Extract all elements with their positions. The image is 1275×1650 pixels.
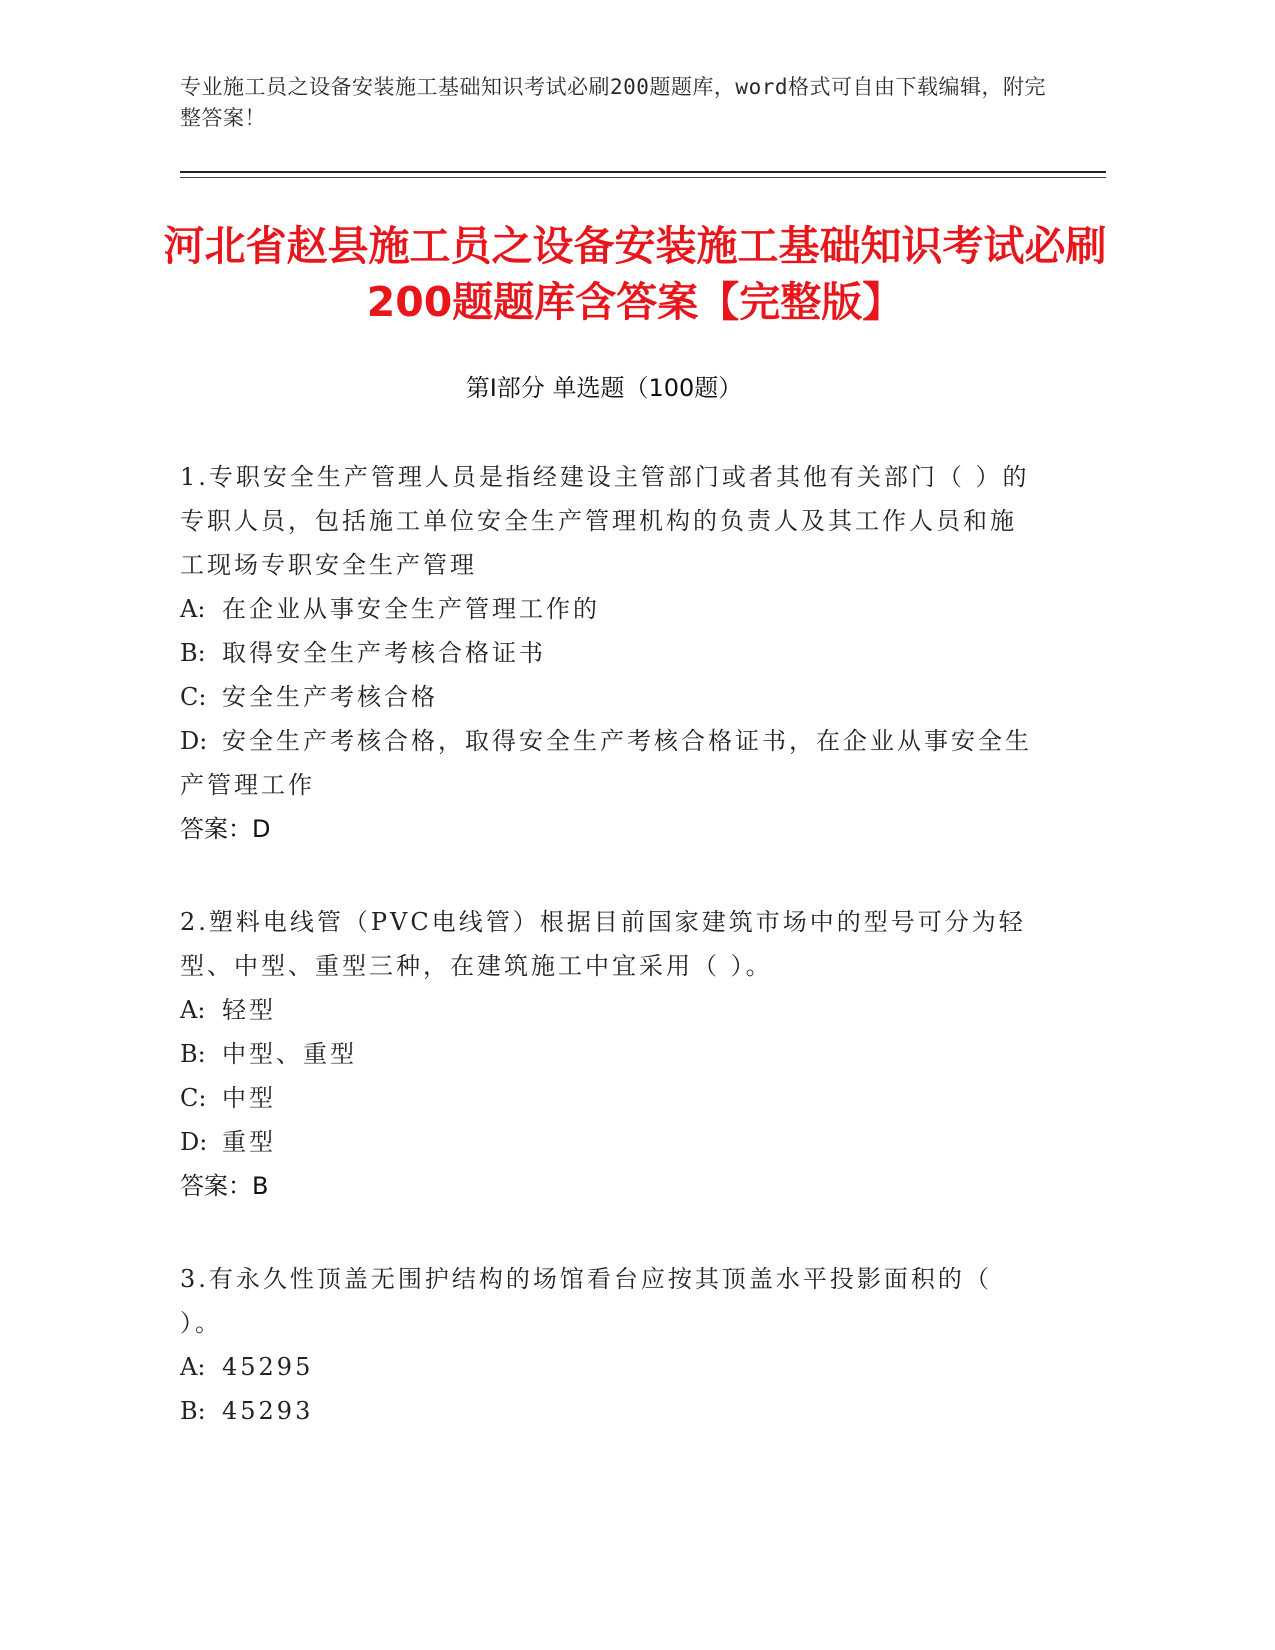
- header-divider-thick: [180, 171, 1106, 173]
- section-heading: 第Ⅰ部分 单选题（100题）: [465, 374, 743, 402]
- option-key: B:: [180, 639, 206, 667]
- option-b: [180, 1389, 1040, 1433]
- option-text: 重型: [222, 1128, 276, 1156]
- option-text: 45293: [222, 1397, 314, 1425]
- header-note: 专业施工员之设备安装施工基础知识考试必刷200题题库，word格式可自由下载编辑，附完整答案！: [180, 75, 1046, 130]
- option-key: A:: [180, 996, 206, 1024]
- option-a: [180, 587, 1040, 631]
- question-stem: 1.专职安全生产管理人员是指经建设主管部门或者其他有关部门（ ）的专职人员，包括施工单位安全生产管理机构的负责人及其工作人员和施工现场专职安全生产管理: [180, 463, 1030, 579]
- option-key: B:: [180, 1040, 206, 1068]
- option-key: A:: [180, 1353, 206, 1381]
- option-key: C:: [180, 683, 207, 711]
- question-item: [180, 900, 1040, 1208]
- option-c: [180, 675, 1040, 719]
- option-b: [180, 631, 1040, 675]
- question-item: [180, 455, 1040, 851]
- option-a: [180, 988, 1040, 1032]
- option-key: A:: [180, 595, 206, 623]
- option-text: 45295: [222, 1353, 314, 1381]
- option-d: [180, 1120, 1040, 1164]
- answer-label: 答案：: [180, 815, 252, 843]
- option-a: [180, 1345, 1040, 1389]
- option-text: 安全生产考核合格: [222, 683, 438, 711]
- answer-line: [180, 1164, 1040, 1208]
- option-d: [180, 719, 1040, 807]
- question-stem: 3.有永久性顶盖无围护结构的场馆看台应按其顶盖水平投影面积的（ ）。: [180, 1265, 992, 1337]
- option-c: [180, 1076, 1040, 1120]
- option-key: B:: [180, 1397, 206, 1425]
- option-key: C:: [180, 1084, 207, 1112]
- option-text: 中型: [222, 1084, 276, 1112]
- option-text: 安全生产考核合格，取得安全生产考核合格证书，在企业从事安全生产管理工作: [180, 727, 1032, 799]
- answer-value: B: [252, 1172, 269, 1200]
- question-item: [180, 1257, 1040, 1433]
- option-key: D:: [180, 727, 208, 755]
- option-key: D:: [180, 1128, 208, 1156]
- answer-label: 答案：: [180, 1172, 252, 1200]
- answer-value: D: [252, 815, 271, 843]
- option-b: [180, 1032, 1040, 1076]
- option-text: 中型、重型: [222, 1040, 357, 1068]
- question-list: [180, 455, 1040, 1482]
- option-text: 在企业从事安全生产管理工作的: [222, 595, 600, 623]
- header-divider-thin: [180, 177, 1106, 178]
- option-text: 轻型: [222, 996, 276, 1024]
- question-stem: 2.塑料电线管（PVC电线管）根据目前国家建筑市场中的型号可分为轻型、中型、重型三种，在建筑施工中宜采用（ ）。: [180, 908, 1026, 980]
- option-text: 取得安全生产考核合格证书: [222, 639, 546, 667]
- document-title: 河北省赵县施工员之设备安装施工基础知识考试必刷200题题库含答案【完整版】: [163, 222, 1107, 326]
- answer-line: [180, 807, 1040, 851]
